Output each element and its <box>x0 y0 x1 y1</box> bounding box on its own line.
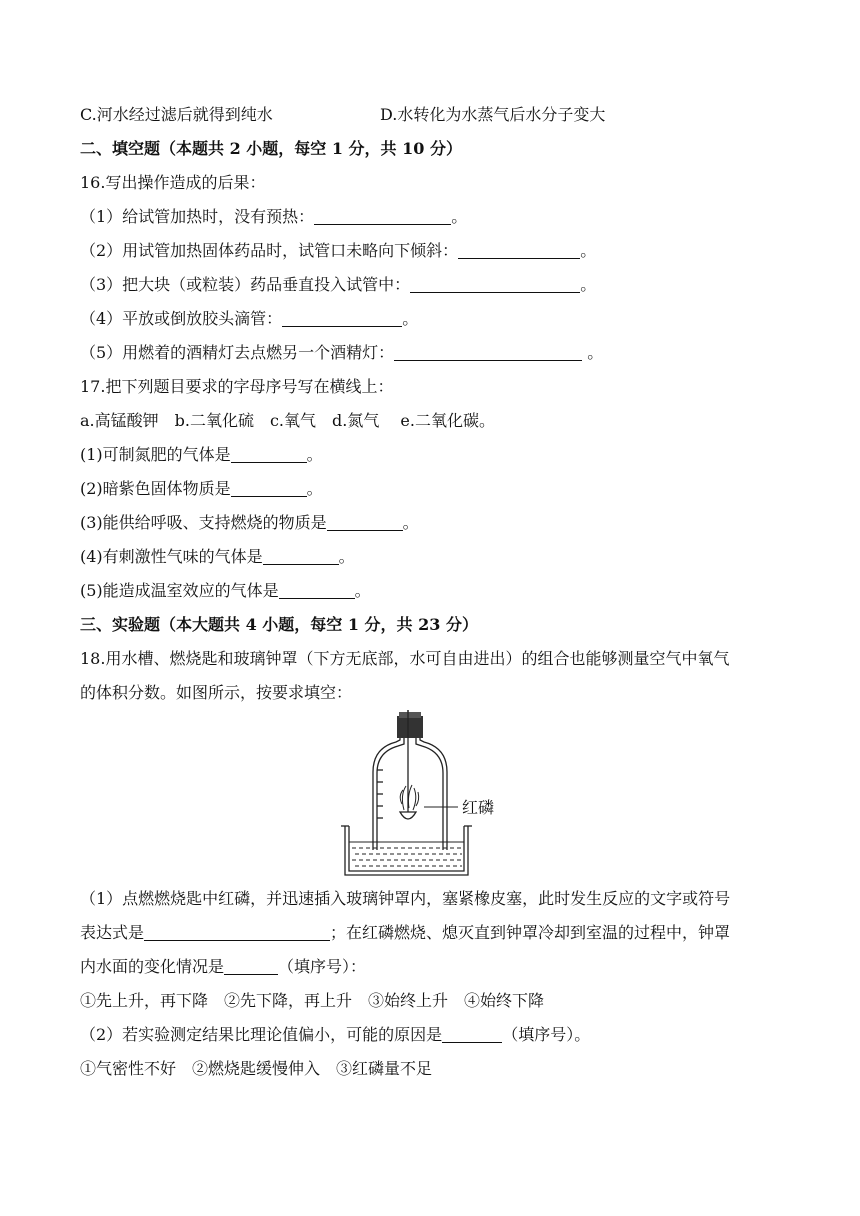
q17-item-1-end: 。 <box>306 445 323 464</box>
q17-stem: 17.把下列题目要求的字母序号写在横线上： <box>80 377 394 396</box>
answer-blank[interactable] <box>224 958 278 975</box>
q16-item-5 <box>80 342 603 364</box>
q16-item-2 <box>80 240 596 262</box>
answer-blank[interactable] <box>282 310 402 327</box>
q15-option-d: D.水转化为水蒸气后水分子变大 <box>380 105 606 124</box>
rubber-stopper <box>397 712 423 738</box>
bell-jar <box>373 736 447 850</box>
q16-item-2-text: （2）用试管加热固体药品时，试管口未略向下倾斜： <box>80 241 459 260</box>
q15-options-row <box>80 104 273 126</box>
answer-blank[interactable] <box>279 582 355 599</box>
answer-blank[interactable] <box>231 480 307 497</box>
answer-blank[interactable] <box>458 242 580 259</box>
q18-p1-line3 <box>80 956 366 978</box>
answer-blank[interactable] <box>144 924 330 941</box>
q16-item-3-text: （3）把大块（或粒装）药品垂直投入试管中： <box>80 275 411 294</box>
water-trough <box>341 826 472 875</box>
q18-p2-b: （填序号）。 <box>502 1025 591 1044</box>
q16-item-1-text: （1）给试管加热时，没有预热： <box>80 207 315 226</box>
q16-item-5-end: 。 <box>582 343 604 362</box>
q18-p1-options: ①先上升，再下降 ②先下降，再上升 ③始终上升 ④始终下降 <box>80 991 545 1010</box>
q17-item-2-end: 。 <box>306 479 323 498</box>
answer-blank[interactable] <box>231 446 307 463</box>
q18-stem-line2: 的体积分数。如图所示，按要求填空： <box>80 683 353 702</box>
q18-p2-a: （2）若实验测定结果比理论值偏小，可能的原因是 <box>80 1025 443 1044</box>
q17-item-2 <box>80 478 323 500</box>
q15-option-c: C.河水经过滤后就得到纯水 <box>80 105 273 124</box>
q16-item-1 <box>80 206 467 228</box>
answer-blank[interactable] <box>394 344 582 361</box>
q18-p1-line2 <box>80 922 730 944</box>
q17-item-4-text: (4)有刺激性气味的气体是 <box>80 547 263 566</box>
combustion-spoon-cup <box>400 812 416 819</box>
flame-icon <box>400 785 418 810</box>
q17-item-4 <box>80 546 355 568</box>
q18-p1-line3-b: （填序号）： <box>278 957 367 976</box>
answer-blank[interactable] <box>327 514 403 531</box>
q17-item-2-text: (2)暗紫色固体物质是 <box>80 479 231 498</box>
section3-title: 三、实验题（本大题共 4 小题，每空 1 分，共 23 分） <box>80 615 478 634</box>
q17-item-3 <box>80 512 419 534</box>
q17-item-5 <box>80 580 371 602</box>
q17-item-4-end: 。 <box>338 547 355 566</box>
q16-stem: 16.写出操作造成的后果： <box>80 173 266 192</box>
q18-p2-options: ①气密性不好 ②燃烧匙缓慢伸入 ③红磷量不足 <box>80 1059 433 1078</box>
q16-item-5-text: （5）用燃着的酒精灯去点燃另一个酒精灯： <box>80 343 395 362</box>
q17-item-5-text: (5)能造成温室效应的气体是 <box>80 581 279 600</box>
q17-item-1 <box>80 444 323 466</box>
q18-p1-line2-a: 表达式是 <box>80 923 145 942</box>
water <box>349 842 464 866</box>
section2-title: 二、填空题（本题共 2 小题，每空 1 分，共 10 分） <box>80 139 462 158</box>
q16-item-4 <box>80 308 418 330</box>
answer-blank[interactable] <box>314 208 451 225</box>
answer-blank[interactable] <box>263 548 339 565</box>
q16-item-2-end: 。 <box>580 241 597 260</box>
q15-option-d-wrap <box>380 104 605 126</box>
q17-item-3-end: 。 <box>402 513 419 532</box>
q18-p1-line2-b: ；在红磷燃烧、熄灭直到钟罩冷却到室温的过程中，钟罩 <box>330 923 731 942</box>
q17-item-1-text: (1)可制氮肥的气体是 <box>80 445 231 464</box>
q18-p1-line3-a: 内水面的变化情况是 <box>80 957 225 976</box>
q18-p1-line1: （1）点燃燃烧匙中红磷，并迅速插入玻璃钟罩内，塞紧橡皮塞，此时发生反应的文字或符号 <box>80 889 731 908</box>
answer-blank[interactable] <box>442 1026 502 1043</box>
q16-item-3-end: 。 <box>580 275 597 294</box>
q18-p2 <box>80 1024 590 1046</box>
q18-stem-line1: 18.用水槽、燃烧匙和玻璃钟罩（下方无底部，水可自由进出）的组合也能够测量空气中氧气 <box>80 649 730 668</box>
answer-blank[interactable] <box>410 276 580 293</box>
q16-item-3 <box>80 274 596 296</box>
q16-item-1-end: 。 <box>451 207 468 226</box>
q16-item-4-end: 。 <box>402 309 419 328</box>
q16-item-4-text: （4）平放或倒放胶头滴管： <box>80 309 283 328</box>
q17-item-5-end: 。 <box>354 581 371 600</box>
figure-label-red-phosphorus: 红磷 <box>462 800 495 817</box>
q17-item-3-text: (3)能供给呼吸、支持燃烧的物质是 <box>80 513 327 532</box>
q17-choices: a.高锰酸钾 b.二氧化硫 c.氧气 d.氮气 e.二氧化碳。 <box>80 411 495 430</box>
